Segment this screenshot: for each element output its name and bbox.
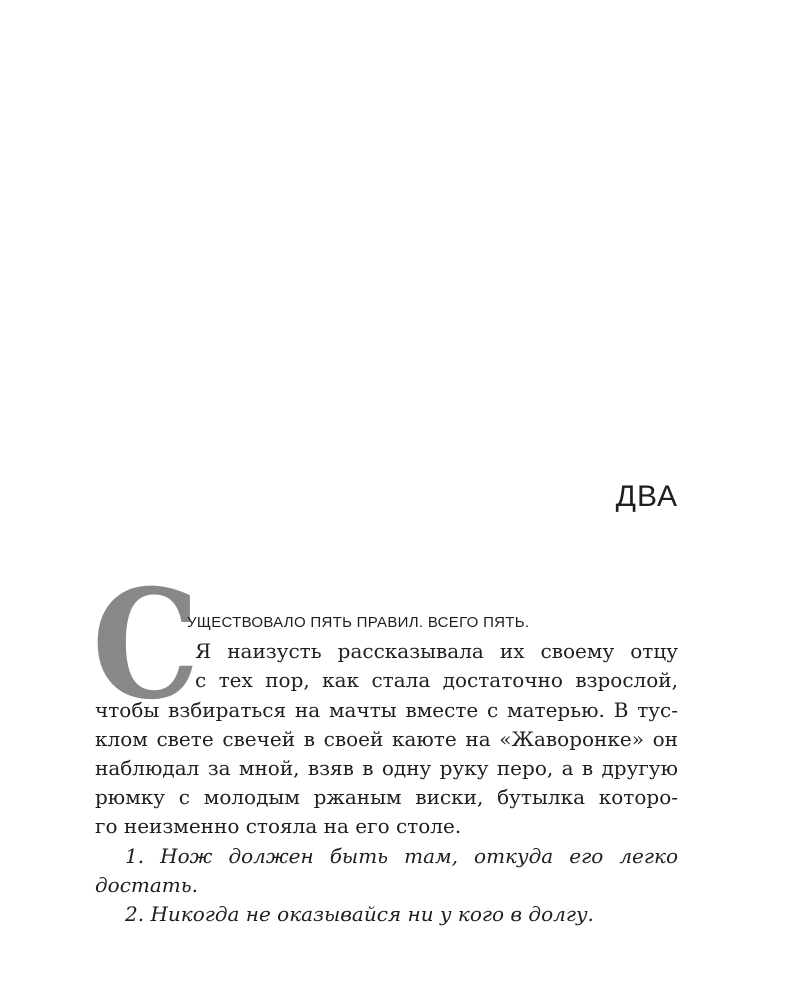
- paragraph-line: наблюдал за мной, взяв в одну руку перо, а в другую: [95, 755, 678, 780]
- rule-1-line-2: достать.: [95, 872, 199, 897]
- paragraph-line: чтобы взбираться на мачты вместе с матерью. В тус-: [95, 697, 678, 722]
- drop-cap-letter: С: [92, 557, 200, 733]
- paragraph-line: с тех пор, как стала достаточно взрослой,: [195, 668, 678, 693]
- first-line-small-caps: УЩЕСТВОВАЛО ПЯТЬ ПРАВИЛ. ВСЕГО ПЯТЬ.: [187, 614, 530, 631]
- paragraph-line: клом свете свечей в своей каюте на «Жаворонке» он: [95, 726, 678, 751]
- paragraph-line: рюмку с молодым ржаным виски, бутылка которо-: [95, 785, 678, 810]
- chapter-title: ДВА: [615, 480, 678, 513]
- rule-2-line-1: 2. Никогда не оказывайся ни у кого в долгу.: [125, 901, 594, 926]
- rule-1-line-1: 1. Нож должен быть там, откуда его легко: [125, 843, 678, 868]
- paragraph-line: Я наизусть рассказывала их своему отцу: [195, 639, 678, 664]
- paragraph-line: го неизменно стояла на его столе.: [95, 814, 462, 839]
- chapter-body: [95, 608, 678, 929]
